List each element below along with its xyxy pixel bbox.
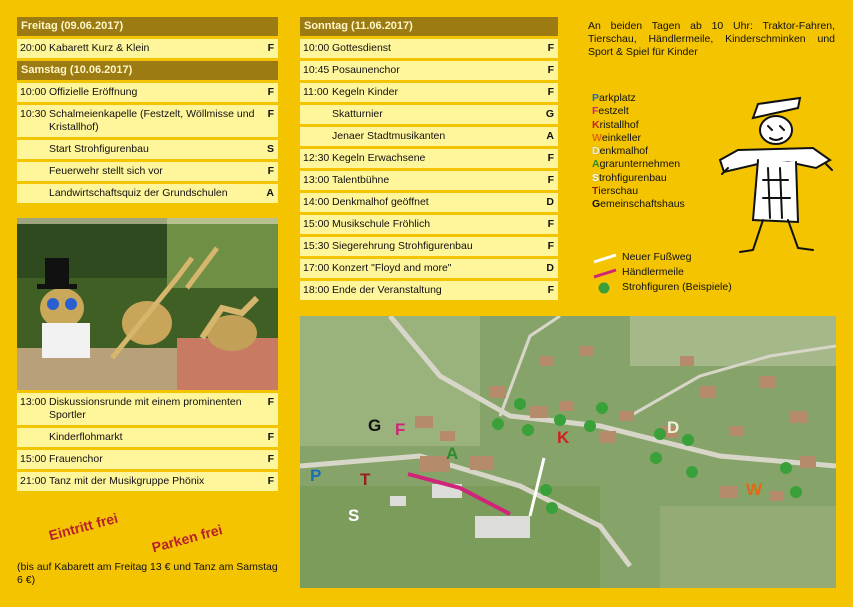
schedule-row — [300, 127, 558, 146]
event-time: 21:00 — [20, 475, 47, 487]
map-symbol-label: Neuer Fußweg — [622, 251, 692, 263]
event-time: 13:00 — [303, 174, 330, 186]
event-description: Gottesdienst — [332, 42, 391, 54]
saturday-afternoon — [17, 393, 278, 491]
friday-header: Freitag (09.06.2017) — [17, 17, 278, 36]
legend-item — [592, 185, 685, 198]
location-code: F — [267, 165, 274, 177]
legend-item — [592, 145, 685, 158]
location-code: D — [546, 262, 554, 274]
event-description: Tanz mit der Musikgruppe Phönix — [49, 475, 205, 487]
schedule-row — [300, 105, 558, 124]
legend-item — [592, 198, 685, 211]
event-time: 14:00 — [303, 196, 330, 208]
legend-initial: W — [592, 131, 602, 144]
schedule-row — [300, 39, 558, 58]
location-code: F — [547, 86, 554, 98]
event-time: 10:00 — [303, 42, 330, 54]
schedule-row — [300, 149, 558, 168]
map-label-a: A — [446, 444, 459, 463]
event-description: Siegerehrung Strohfigurenbau — [332, 240, 473, 252]
event-description: Posaunenchor — [332, 64, 400, 76]
schedule-row — [17, 39, 278, 58]
location-code: G — [545, 108, 554, 120]
map-symbol-item — [592, 280, 732, 295]
map-symbol-label: Strohfiguren (Beispiele) — [622, 281, 732, 293]
event-description: Konzert "Floyd and more" — [332, 262, 452, 274]
location-code: F — [267, 86, 274, 98]
location-code: F — [547, 284, 554, 296]
map-label-g: G — [368, 416, 382, 435]
event-time: 15:00 — [303, 218, 330, 230]
event-time: 13:00 — [20, 396, 47, 408]
legend-label: trohfigurenbau — [599, 171, 667, 184]
event-description: Landwirtschaftsquiz der Grundschulen — [49, 187, 228, 199]
location-code: A — [266, 187, 274, 199]
legend-initial: A — [592, 158, 600, 171]
schedule-row — [300, 259, 558, 278]
event-time: 20:00 — [20, 42, 47, 54]
green-dot-icon — [592, 282, 622, 294]
event-time: 18:00 — [303, 284, 330, 296]
village-aerial-map — [300, 316, 836, 588]
location-code: D — [546, 196, 554, 208]
legend-item — [592, 92, 685, 105]
straw-figures-photo — [17, 218, 278, 390]
magenta-line-icon — [592, 267, 622, 279]
location-code: F — [267, 475, 274, 487]
location-code: S — [266, 143, 274, 155]
location-code: F — [267, 431, 274, 443]
map-label-p: P — [310, 466, 322, 485]
legend-item — [592, 119, 685, 132]
legend-label: ristallhof — [599, 118, 639, 131]
event-description: Talentbühne — [332, 174, 390, 186]
schedule-row — [17, 472, 278, 491]
event-description: Start Strohfigurenbau — [49, 143, 149, 155]
event-description: Ende der Veranstaltung — [332, 284, 442, 296]
white-line-icon — [592, 252, 622, 264]
event-description: Schalmeienkapelle (Festzelt, Wöllmisse und Kristallhof) — [49, 108, 255, 133]
legend-label: enkmalhof — [599, 145, 649, 158]
legend-item — [592, 172, 685, 185]
price-note: (bis auf Kabarett am Freitag 13 € und Tanz am Samstag 6 €) — [17, 561, 278, 586]
legend-label: einkeller — [601, 131, 642, 144]
schedule-row — [17, 162, 278, 181]
legend-item — [592, 158, 685, 171]
location-code: F — [547, 42, 554, 54]
sunday-section — [300, 17, 558, 300]
event-time: 15:30 — [303, 240, 330, 252]
legend-label: emeinschaftshaus — [600, 198, 685, 211]
event-description: Offizielle Eröffnung — [49, 86, 138, 98]
event-description: Kegeln Kinder — [332, 86, 398, 98]
saturday-header: Samstag (10.06.2017) — [17, 61, 278, 80]
event-time: 10:45 — [303, 64, 330, 76]
schedule-row — [300, 83, 558, 102]
schedule-row — [300, 215, 558, 234]
event-time: 10:30 — [20, 108, 47, 120]
schedule-row — [300, 281, 558, 300]
location-code: F — [547, 218, 554, 230]
friday-section — [17, 17, 278, 203]
free-entry-stamp: Eintritt frei — [47, 509, 120, 544]
scarecrow-drawing — [718, 90, 836, 262]
location-code: F — [267, 42, 274, 54]
legend-initial: P — [592, 92, 600, 104]
event-time: 11:00 — [303, 86, 329, 98]
intro-text: An beiden Tagen ab 10 Uhr: Traktor-Fahren, Tierschau, Händlermeile, Kinderschminken und Sport & Spiel für Kinder — [588, 20, 835, 58]
map-symbol-item — [592, 250, 732, 265]
event-description: Kinderflohmarkt — [49, 431, 123, 443]
sunday-header: Sonntag (11.06.2017) — [300, 17, 558, 36]
free-parking-stamp: Parken frei — [150, 521, 225, 556]
map-label-d: D — [667, 418, 680, 437]
location-code: A — [546, 130, 554, 142]
schedule-row — [300, 171, 558, 190]
event-time: 17:00 — [303, 262, 330, 274]
location-code: F — [267, 396, 274, 408]
legend-initial: T — [592, 185, 599, 198]
schedule-row — [17, 393, 278, 425]
event-description: Feuerwehr stellt sich vor — [49, 165, 163, 177]
legend-item — [592, 132, 685, 145]
schedule-row — [17, 184, 278, 203]
event-description: Denkmalhof geöffnet — [332, 196, 429, 208]
event-time: 12:30 — [303, 152, 330, 164]
map-label-w: W — [746, 480, 763, 499]
map-symbol-legend — [592, 250, 732, 295]
legend-label: estzelt — [598, 105, 629, 118]
legend-label: grarunternehmen — [599, 158, 681, 171]
map-label-k: K — [557, 428, 570, 447]
legend-initial: G — [592, 198, 601, 211]
legend-item — [592, 105, 685, 118]
event-description: Jenaer Stadtmusikanten — [332, 130, 446, 142]
event-description: Musikschule Fröhlich — [332, 218, 431, 230]
map-symbol-label: Händlermeile — [622, 266, 684, 278]
location-code: F — [547, 64, 554, 76]
schedule-row — [17, 83, 278, 102]
location-code: F — [267, 108, 274, 120]
location-legend — [592, 92, 685, 212]
map-label-t: T — [360, 470, 371, 489]
map-label-f: F — [395, 420, 406, 439]
event-time: 10:00 — [20, 86, 47, 98]
event-description: Diskussionsrunde mit einem prominenten Sportler — [49, 396, 242, 421]
legend-initial: D — [592, 145, 600, 158]
location-code: F — [547, 174, 554, 186]
schedule-row — [17, 105, 278, 137]
schedule-row — [300, 193, 558, 212]
schedule-row — [17, 450, 278, 469]
event-time: 15:00 — [20, 453, 47, 465]
schedule-row — [17, 428, 278, 447]
schedule-row — [300, 61, 558, 80]
location-code: F — [547, 240, 554, 252]
schedule-row — [300, 237, 558, 256]
schedule-row — [17, 140, 278, 159]
legend-initial: K — [592, 118, 600, 131]
location-code: F — [547, 152, 554, 164]
map-label-s: S — [348, 506, 360, 525]
event-description: Skatturnier — [332, 108, 383, 120]
legend-label: ierschau — [598, 185, 639, 198]
event-description: Kabarett Kurz & Klein — [49, 42, 150, 54]
legend-initial: F — [592, 105, 599, 118]
location-code: F — [267, 453, 274, 465]
legend-initial: S — [592, 171, 600, 184]
event-description: Frauenchor — [49, 453, 103, 465]
event-description: Kegeln Erwachsene — [332, 152, 426, 164]
map-symbol-item — [592, 265, 732, 280]
legend-label: arkplatz — [599, 92, 636, 104]
